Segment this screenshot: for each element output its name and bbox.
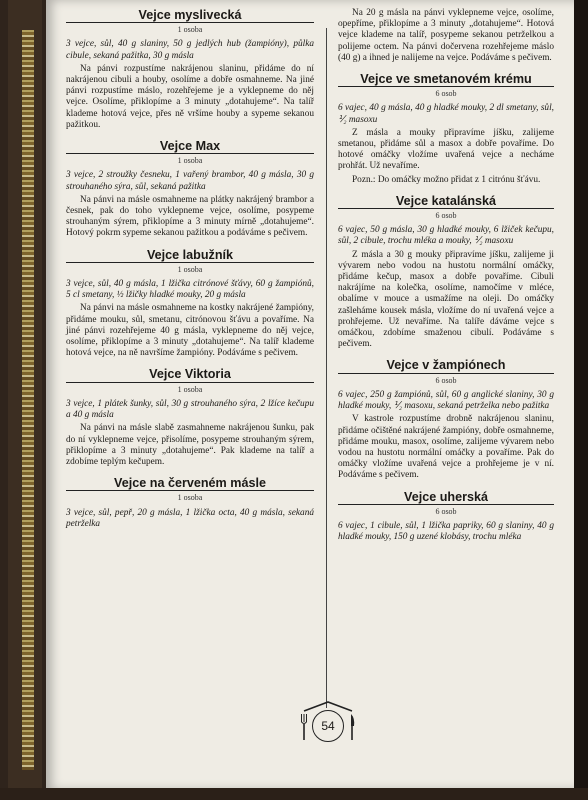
recipe-servings: 6 osob (435, 506, 457, 516)
title-rule (66, 490, 314, 491)
recipe (338, 72, 554, 186)
recipe (66, 367, 314, 468)
recipe-servings: 6 osob (435, 89, 457, 99)
recipe-ingredients: 3 vejce, 2 stroužky česneku, 1 vařený brambor, 40 g másla, 30 g strouhaného sýra, sůl, sekaná pažitka (66, 170, 314, 192)
recipe-method: Z másla a 30 g mouky připravíme jíšku, zalijeme ji vývarem nebo vodou na hustotu normální omáčky, přidáme kečup, masox a dobře povaříme. Cibuli nakrájíme na kolečka, osolíme, namočíme v mléce, obalíme v mouce a usmažíme na oleji. Do omáčky zašleháme kousek másla, vložíme do ní uvařená vejce a prohřejeme. Už nevaříme. Na talíře dáváme vejce s omáčkou, zdobíme smaženou cibulí. Podáváme s pečivem. (338, 249, 554, 350)
recipe-method: Z másla a mouky připravíme jíšku, zalijeme smetanou, přidáme sůl a masox a dobře povaříme. Do hotové omáčky vložíme uvařená vejce a necháme prohřát. Už nevaříme. (338, 127, 554, 172)
left-column (66, 8, 314, 532)
title-rule (338, 86, 554, 87)
recipe (338, 194, 554, 351)
recipe-servings: 6 osob (435, 211, 457, 221)
recipe (66, 476, 314, 530)
recipe-note: Pozn.: Do omáčky možno přidat z 1 citrónu šťávu. (352, 174, 541, 185)
recipe-ingredients: 6 vajec, 1 cibule, sůl, 1 lžička papriky, 60 g slaniny, 40 g hladké mouky, 150 g uzené klobásy, trochu mléka (338, 520, 554, 543)
recipe-title: Vejce ve smetanovém krému (360, 72, 532, 87)
recipe-ingredients: 6 vajec, 250 g žampiónů, sůl, 60 g anglické slaniny, 30 g hladké mouky, ⅟₂ masoxu, sekaná petrželka nebo pažitka (338, 389, 554, 412)
recipe-title: Vejce uherská (403, 489, 489, 504)
recipe-method: Na pánvi na másle slabě zasmahneme nakrájenou šunku, pak do ní vyklepneme vejce, přisolíme, posypeme strouhaným sýrem, přiklopíme a 3 minuty „dotahujeme“. Pak klademe na talíř a zdobíme teplým kečupem. (66, 423, 314, 467)
recipe-ingredients: 3 vejce, sůl, pepř, 20 g másla, 1 lžička octa, 40 g másla, sekaná petrželka (66, 507, 314, 529)
recipe-title: Vejce Viktoria (149, 367, 231, 382)
recipe-ingredients: 3 vejce, sůl, 40 g slaniny, 50 g jedlých hub (žampióny), půlka cibule, sekaná pažitka, 30 g másla (66, 39, 314, 61)
recipe (66, 248, 314, 360)
recipe (66, 8, 314, 131)
recipe (338, 490, 554, 544)
title-rule (66, 382, 314, 383)
title-rule (66, 262, 314, 263)
recipe-servings: 1 osoba (177, 384, 203, 394)
page-edges (22, 30, 34, 770)
recipe-title: Vejce myslivecká (138, 8, 242, 22)
recipe-method-continued: Na 20 g másla na pánvi vyklepneme vejce, osolíme, opepříme, přiklopíme a 3 minuty „dotahujeme“. Hotová vejce klademe na talíř, posypeme sekanou petrželkou a polijeme octem. Na pánvi dočervena rozehřejeme máslo (40 g) a ihned je nalijeme na vejce. Podáváme s pečivem. (338, 8, 554, 63)
recipe-title: Vejce Max (159, 139, 221, 154)
right-column (338, 8, 554, 545)
recipe-servings: 1 osoba (177, 156, 203, 166)
recipe-servings: 1 osoba (177, 264, 203, 274)
page-number-ornament (296, 700, 360, 754)
title-rule (338, 504, 554, 505)
title-rule (66, 22, 314, 23)
knife-icon (348, 714, 356, 740)
recipe-ingredients: 6 vajec, 50 g másla, 30 g hladké mouky, 6 lžiček kečupu, sůl, 2 cibule, trochu mléka a mouky, ⅟₂ masoxu (338, 225, 554, 247)
right-shadow (574, 0, 588, 800)
title-rule (66, 153, 314, 154)
recipe-title: Vejce katalánská (395, 193, 497, 208)
column-divider (326, 28, 327, 708)
recipe-ingredients: 3 vejce, 1 plátek šunky, sůl, 30 g strouhaného sýra, 2 lžíce kečupu a 40 g másla (66, 398, 314, 421)
recipe-servings: 1 osoba (177, 25, 203, 35)
recipe (66, 139, 314, 240)
recipe-ingredients: 3 vejce, sůl, 40 g másla, 1 lžička citrónové šťávy, 60 g žampiónů, 5 cl smetany, ½ lžičky hladké mouky, 20 g másla (66, 279, 314, 301)
title-rule (338, 208, 554, 209)
recipe-title: Vejce na červeném másle (114, 476, 266, 491)
recipe (338, 358, 554, 481)
bottom-shadow (0, 788, 588, 800)
recipe-method: V kastrole rozpustíme drobně nakrájenou slaninu, přidáme očištěné nakrájené žampióny, dobře osmahneme, přidáme mouku, masox, osolíme, zalijeme vývarem nebo vodou na hustotu normální omáčky a povaříme. Pak do omáčky vložíme uvařená vejce a prohřejeme je v ní. Podáváme s pečivem. (338, 414, 554, 481)
recipe-servings: 6 osob (435, 375, 457, 385)
recipe-title: Vejce v žampiónech (386, 358, 506, 373)
recipe-method: Na pánvi na másle osmahneme na kostky nakrájené žampióny, přidáme mouku, sůl, smetanu, citrónovou šťávu a povaříme. Na jiné pánvi rozehřejeme 40 g másla, vyklepneme do něj vejce, osolíme, přiklopíme a 3 minuty „dotahujeme“. Na talíř klademe hotová vejce, na ně navršíme žampióny. Podáváme s pečivem. (66, 303, 314, 359)
recipe-method: Na pánvi na másle osmahneme na plátky nakrájený brambor a česnek, pak do toho vyklepneme vejce, osolíme, posypeme strouhaným sýrem, přiklopíme a 3 minuty mírně „dotahujeme“. Hotový pokrm sypeme sekanou pažitkou a podáváme s pečivem. (66, 194, 314, 239)
recipe-method: Na pánvi rozpustíme nakrájenou slaninu, přidáme do ní nakrájenou cibuli a houby, osolíme a dobře osmahneme. Na jiné pánvi rozpustíme máslo, rozehřejeme je a vyklepneme do něj vejce. Osolíme, přiklopíme a 3 minuty „dotahujeme“. Na talíř klademe hotová vejce, přes ně vršíme houby a sypeme sekanou pažitkou. (66, 63, 314, 130)
fork-icon (300, 714, 308, 740)
recipe-ingredients: 6 vajec, 40 g másla, 40 g hladké mouky, 2 dl smetany, sůl, ⅟₂ masoxu (338, 103, 554, 125)
title-rule (338, 373, 554, 374)
page-number: 54 (312, 710, 344, 742)
recipe-title: Vejce labužník (146, 247, 234, 262)
recipe-servings: 1 osoba (177, 493, 203, 503)
